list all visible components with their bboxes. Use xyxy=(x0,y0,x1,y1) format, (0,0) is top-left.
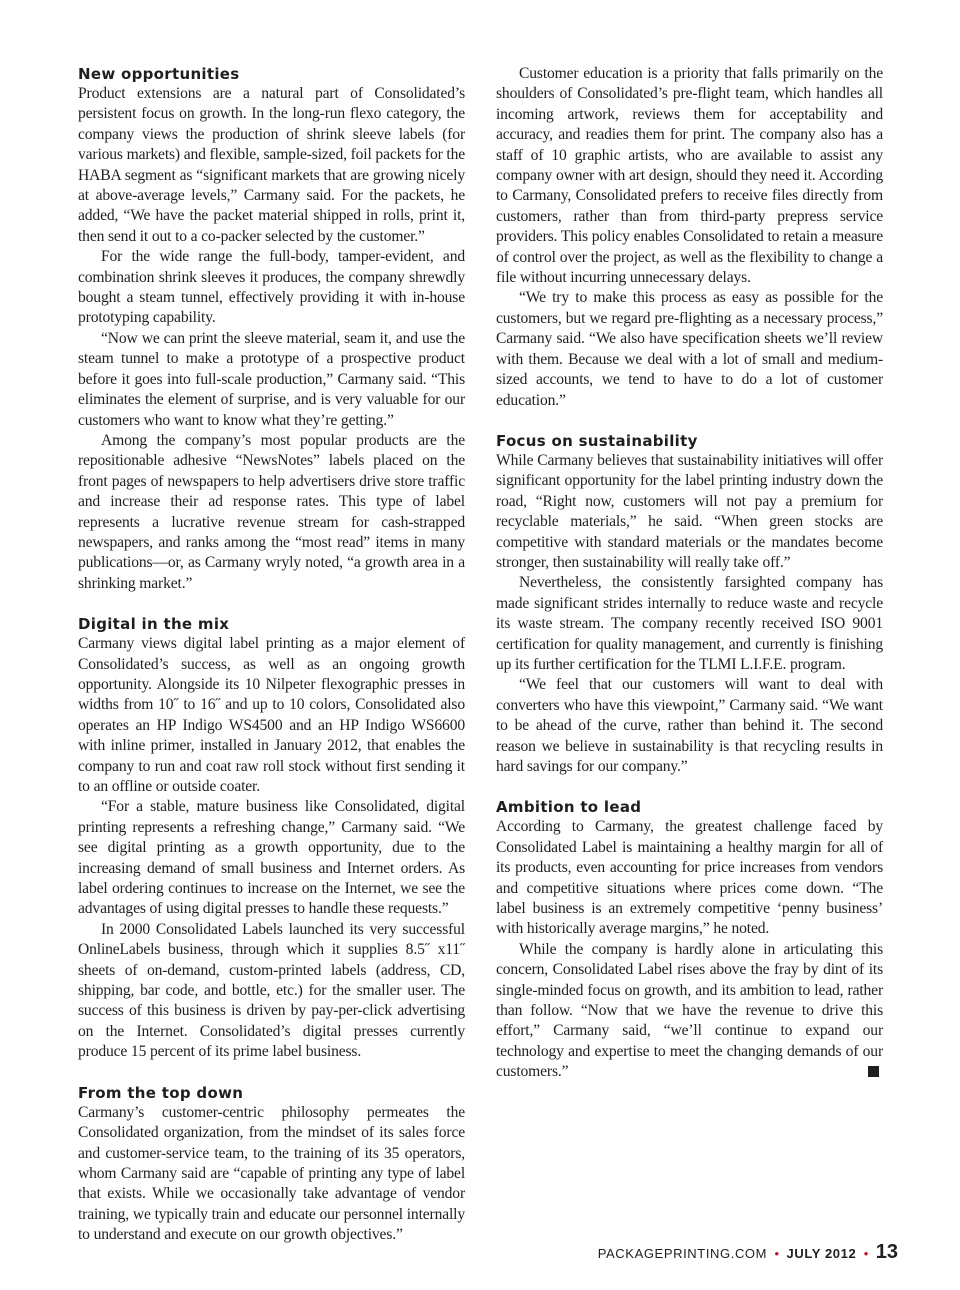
section-gap xyxy=(78,594,465,614)
footer-bullet: • xyxy=(863,1246,869,1261)
footer-website: PACKAGEPRINTING.COM xyxy=(597,1246,768,1261)
right-column xyxy=(496,64,883,1083)
paragraph: “Now we can print the sleeve material, seam it, and use the steam tunnel to make a prototype of a prospective product before it goes into full-scale production,” Carmany said. “This eliminates the element of surprise, and is very valuable for our customers who want to know what they’re getting.” xyxy=(78,329,465,429)
paragraph: For the wide range the full-body, tamper-evident, and combination shrink sleeves it produces, the company shrewdly bought a steam tunnel, effectively providing it with in-house prototyping capability. xyxy=(78,248,465,327)
paragraph: While Carmany believes that sustainability initiatives will offer significant opportunity for the label printing industry down the road, “Right now, customers will not pay a premium for recyclable materials,” he said. “When green stocks are competitive with standard materials or the mandates become stronger, then sustainability will really take off.” xyxy=(496,451,883,571)
heading-new-opportunities: New opportunities xyxy=(78,65,240,83)
paragraph: Product extensions are a natural part of Consolidated’s persistent focus on growth. In the long-run flexo category, the company views the production of shrink sleeve labels (for various markets) and flexible, sample-sized, foil packets for the HABA segment as “significant markets that are growing nicely at above-average levels,” Carmany said. For the packets, he added, “We have the packet material shipped in rolls, print it, then send it out to a co-packer selected by the customer.” xyxy=(78,85,465,245)
paragraph: Customer education is a priority that falls primarily on the shoulders of Consolidated’s pre-flight team, which handles all incoming artwork, reviews them for acceptability and accuracy, and readies them for print. The company also has a staff of 10 graphic artists, who are available to assist any company owner with art design, should they need it. According to Carmany, Consolidated prefers to receive files directly from customers, rather than from third-party prepress service providers. This policy enables Consolidated to retain a measure of control over the project, as well as the flexibility to change a file without incurring unnecessary delays. xyxy=(496,65,883,287)
paragraph: Among the company’s most popular products are the repositionable adhesive “NewsNotes” labels placed on the front pages of newspapers to help advertisers drive store traffic and increase their ad response rates. This type of label represents a lucrative revenue stream for cash-strapped newspapers, and ranks among the “most read” items in many publications—or, as Carmany wryly noted, “a growth area in a shrinking market.” xyxy=(78,431,465,592)
heading-focus-on-sustainability: Focus on sustainability xyxy=(496,431,698,450)
paragraph: “We try to make this process as easy as possible for the customers, but we regard pre-flighting as a necessary process,” Carmany said. “We also have specification sheets we’ll review with them. Because we deal with a lot of small and medium-sized accounts, we tend to have to do a lot of customer education.” xyxy=(496,289,883,409)
left-column xyxy=(78,64,465,1246)
page-number: 13 xyxy=(875,1241,898,1263)
paragraph: In 2000 Consolidated Labels launched its very successful OnlineLabels business, through which it supplies 8.5˝ x11˝ sheets of on-demand, custom-printed labels (address, CD, shipping, bar code, and bottle, etc.) for the smaller user. The success of this business is driven by pay-per-click advertising on the Internet. Consolidated’s digital presses currently produce 15 percent of its prime label business. xyxy=(78,920,465,1061)
paragraph: Carmany’s customer-centric philosophy permeates the Consolidated organization, from the mindset of its sales force and customer-service team, to the training of its 35 operators, whom Carmany said are “capable of printing any type of label that exists. While we occasionally take advantage of vendor training, we typically train and educate our personnel internally to understand and execute on our growth objectives.” xyxy=(78,1103,465,1244)
paragraph-text: While the company is hardly alone in articulating this concern, Consolidated Label rises above the fray by dint of its single-minded focus on growth, and its ambition to lead, rather than follow. “Now that we have the revenue to drive this effort,” Carmany said, “we’ll continue to expand our technology and expertise to meet the changing demands of our customers.” xyxy=(496,940,883,1081)
heading-ambition-to-lead: Ambition to lead xyxy=(496,798,642,817)
paragraph: Carmany views digital label printing as a major element of Consolidated’s success, as well as an ongoing growth opportunity. Alongside its 10 Nilpeter flexographic presses in widths from 10˝ to 16˝ and up to 10 colors, Consolidated also operates an HP Indigo WS4500 and an HP Indigo WS6600 with inline primer, installed in January 2012, that enables the company to run and coat raw roll stock without first sending it to an offline or outside coater. xyxy=(78,635,465,795)
footer-issue-date: JULY 2012 xyxy=(786,1246,857,1261)
paragraph: Nevertheless, the consistently farsighted company has made significant strides internally to reduce waste and recycle its waste stream. The company recently received ISO 9001 certification for quality management, and currently is finishing up its further certification for the TLMI L.I.F.E. program. xyxy=(496,574,883,673)
paragraph: According to Carmany, the greatest challenge faced by Consolidated Label is maintaining a healthy margin for all of its products, even accounting for price increases from vendors and competitive situations where prices come down. “The label business is an extremely competitive ‘penny business’ with historically average margins,” he noted. xyxy=(496,818,883,938)
section-gap xyxy=(496,411,883,431)
paragraph: “We feel that our customers will want to deal with converters who have this viewpoint,” Carmany said. “We want to be ahead of the curve, rather than behind it. The second reason we believe in sustainability is that recycling results in hard savings for our company.” xyxy=(496,676,883,775)
section-gap xyxy=(78,1063,465,1083)
paragraph-last xyxy=(496,940,883,1083)
paragraph: “For a stable, mature business like Consolidated, digital printing represents a refreshing change,” Carmany said. “We see digital printing as a growth opportunity, due to the increasing demand of small business and Internet orders. As label ordering continues to increase on the Internet, we see the advantages of using digital presses to handle these requests.” xyxy=(78,798,465,918)
page-footer xyxy=(598,1241,898,1264)
section-gap xyxy=(496,777,883,797)
end-of-article-square-icon xyxy=(868,1066,879,1077)
heading-from-the-top-down: From the top down xyxy=(78,1083,244,1102)
footer-bullet: • xyxy=(774,1246,780,1261)
heading-digital-in-the-mix: Digital in the mix xyxy=(78,615,230,634)
